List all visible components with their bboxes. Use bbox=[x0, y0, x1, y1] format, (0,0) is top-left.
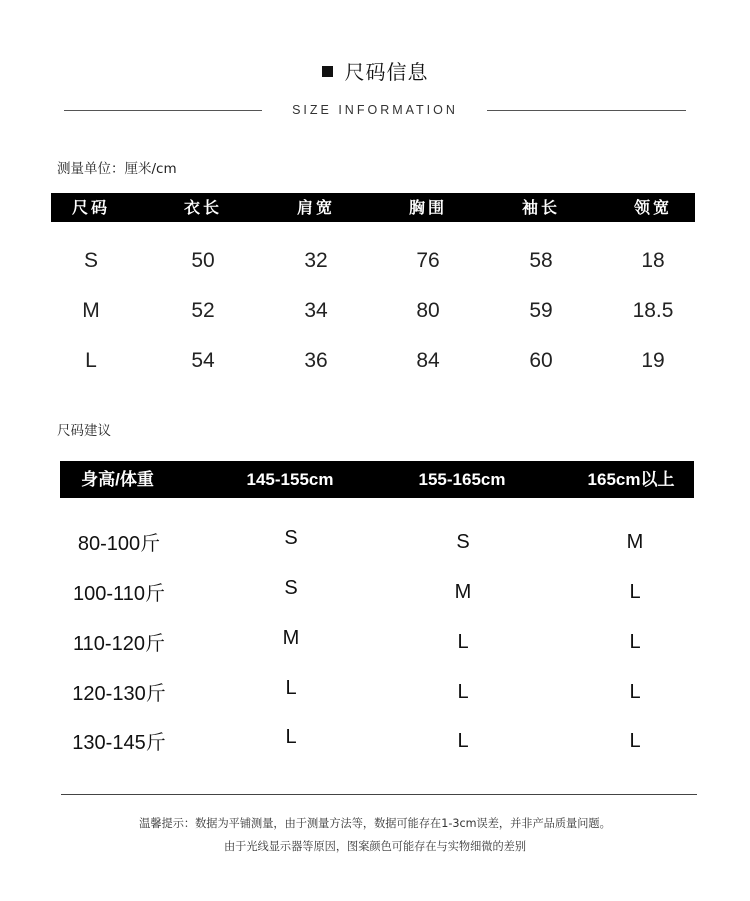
table-cell: 50 bbox=[191, 249, 215, 272]
table-row bbox=[51, 349, 695, 375]
table-cell: M bbox=[454, 581, 472, 603]
table-cell: L bbox=[629, 730, 641, 752]
size-table-header bbox=[51, 193, 695, 222]
table-cell: L bbox=[457, 631, 469, 653]
unit-label: 测量单位：厘米/cm bbox=[57, 161, 177, 177]
table-cell: L bbox=[85, 349, 97, 372]
table-cell: 54 bbox=[191, 349, 215, 372]
table-row bbox=[51, 249, 695, 275]
table-cell: 52 bbox=[191, 299, 215, 322]
table-cell: L bbox=[457, 681, 469, 703]
table-cell: S bbox=[456, 531, 470, 553]
table-cell: L bbox=[629, 631, 641, 653]
table-cell: S bbox=[284, 577, 298, 599]
table-row bbox=[60, 726, 694, 756]
column-header: 155-165cm bbox=[418, 470, 506, 489]
column-header: 领宽 bbox=[633, 198, 672, 217]
footer-divider bbox=[61, 794, 697, 795]
table-cell: L bbox=[457, 730, 469, 752]
table-row bbox=[51, 299, 695, 325]
table-row bbox=[60, 577, 694, 607]
note-line: 由于光线显示器等原因，图案颜色可能存在与实物细微的差别 bbox=[223, 840, 527, 853]
column-header: 袖长 bbox=[521, 198, 560, 217]
table-cell: 60 bbox=[529, 349, 553, 372]
column-header: 身高/体重 bbox=[81, 470, 154, 489]
table-row bbox=[60, 677, 694, 707]
table-cell: 58 bbox=[529, 249, 553, 272]
table-row bbox=[60, 627, 694, 657]
table-cell: 76 bbox=[416, 249, 440, 272]
divider-right bbox=[487, 110, 686, 111]
table-cell: L bbox=[629, 581, 641, 603]
column-header: 胸围 bbox=[408, 198, 447, 217]
table-cell: 34 bbox=[304, 299, 328, 322]
table-cell: 59 bbox=[529, 299, 553, 322]
square-bullet-icon bbox=[322, 66, 333, 77]
table-cell: 100-110斤 bbox=[73, 583, 165, 605]
table-cell: 19 bbox=[641, 349, 665, 372]
advice-table-header bbox=[60, 461, 694, 498]
table-cell: S bbox=[83, 249, 98, 272]
table-cell: 130-145斤 bbox=[72, 732, 166, 754]
table-cell: M bbox=[282, 627, 300, 649]
column-header: 衣长 bbox=[183, 198, 222, 217]
table-cell: 84 bbox=[416, 349, 440, 372]
advice-label: 尺码建议 bbox=[57, 423, 111, 439]
page-subtitle: SIZE INFORMATION bbox=[292, 103, 458, 117]
table-cell: 110-120斤 bbox=[73, 633, 165, 655]
column-header: 145-155cm bbox=[246, 470, 334, 489]
column-header: 尺码 bbox=[71, 198, 110, 217]
table-cell: L bbox=[285, 726, 297, 748]
table-cell: 18 bbox=[641, 249, 665, 272]
page-title bbox=[0, 56, 750, 85]
column-header: 165cm以上 bbox=[587, 470, 675, 489]
table-row bbox=[60, 527, 694, 557]
table-cell: 80-100斤 bbox=[77, 533, 161, 555]
table-cell: L bbox=[285, 677, 297, 699]
table-cell: 36 bbox=[304, 349, 328, 372]
table-cell: 32 bbox=[304, 249, 328, 272]
note-line: 温馨提示：数据为平铺测量，由于测量方法等，数据可能存在1-3cm误差，并非产品质量问题。 bbox=[139, 817, 611, 830]
table-cell: M bbox=[82, 299, 100, 322]
table-cell: M bbox=[626, 531, 644, 553]
table-cell: 80 bbox=[416, 299, 440, 322]
column-header: 肩宽 bbox=[296, 198, 335, 217]
table-cell: L bbox=[629, 681, 641, 703]
page-title-text: 尺码信息 bbox=[344, 60, 429, 84]
table-cell: S bbox=[284, 527, 298, 549]
table-cell: 18.5 bbox=[632, 299, 674, 322]
table-cell: 120-130斤 bbox=[72, 683, 166, 705]
